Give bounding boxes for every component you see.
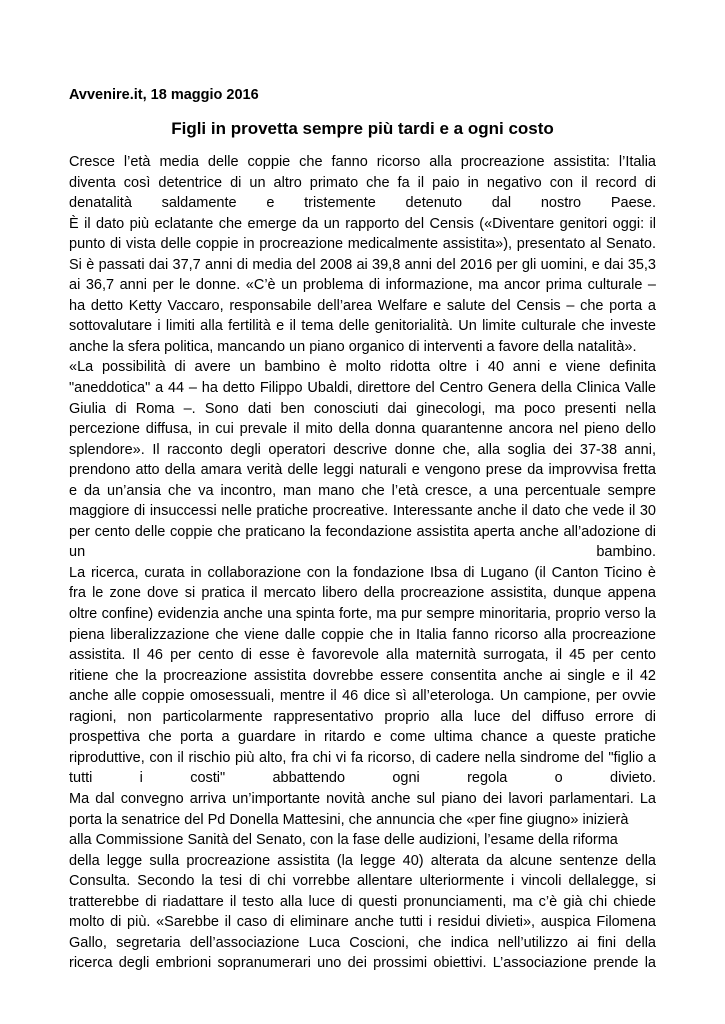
body-text-line: denatalità saldamente e tristemente detenuto dal nostro Paese. (69, 195, 656, 212)
body-text-line: prendono atto della amara verità delle leggi naturali e vengono prese da improvvisa fretta (69, 462, 656, 479)
body-text-line: «La possibilità di avere un bambino è molto ridotta oltre i 40 anni e viene definita (69, 359, 656, 376)
body-text-line: sottovalutare i limiti alla fertilità e il tema delle genitorialità. Un limite culturale che investe (69, 318, 656, 335)
body-text-line: ricerca degli embrioni sopranumerari uno dei prossimi obiettivi. L’associazione prende la (69, 955, 656, 972)
body-text-line: splendore». Il racconto degli operatori descrive donne che, alla soglia dei 37-38 anni, (69, 441, 656, 458)
body-text-line: per cento delle coppie che praticano la fecondazione assistita aperta anche all’adozione di (69, 523, 656, 540)
body-text-line: prospettiva che porta a guardare in ritardo e come ultima chance a queste pratiche (69, 729, 656, 746)
body-text-line: È il dato più eclatante che emerge da un rapporto del Censis («Diventare genitori oggi: il (69, 215, 656, 232)
body-text-line: maggiore di insuccessi nelle pratiche procreative. Interessante anche il dato che vede il 30 (69, 503, 656, 520)
body-text-line: anche la sfera politica, mancando un piano organico di interventi a favore della natalità». (69, 338, 637, 355)
body-text-line: ha detto Ketty Vaccaro, responsabile dell’area Welfare e salute del Censis – che porta a (69, 297, 656, 314)
body-text-line: della legge sulla procreazione assistita (la legge 40) alterata da alcune sentenze della (69, 852, 656, 869)
body-text-line: Ma dal convegno arriva un’importante novità anche sul piano dei lavori parlamentari. La (69, 790, 656, 807)
body-text-line: porta la senatrice del Pd Donella Mattesini, che annuncia che «per fine giugno» inizierà (69, 811, 629, 828)
body-text-line: e da un’ansia che va incontro, man mano che l’età cresce, a una percentuale sempre (69, 482, 656, 499)
body-text-line: Giulia di Roma –. Sono dati ben conosciuti dai ginecologi, ma poco presenti nella (69, 400, 656, 417)
article-title: Figli in provetta sempre più tardi e a ogni costo (171, 119, 554, 138)
article-source: Avvenire.it, 18 maggio 2016 (69, 87, 259, 103)
body-text-line: diventa così detentrice di un altro primato che fa il paio in negativo con il record di (69, 174, 656, 191)
body-text-line: ritiene che la procreazione assistita dovrebbe essere consentita anche ai single e il 42 (69, 667, 656, 684)
body-text-line: La ricerca, curata in collaborazione con la fondazione Ibsa di Lugano (il Canton Ticino è (69, 564, 656, 581)
body-text-line: fra le zone dove si pratica il mercato libero della procreazione assistita, dunque appena (69, 585, 656, 602)
body-text-line: Consulta. Secondo la tesi di chi vorrebbe allentare ulteriormente i vincoli dellalegge, si (69, 873, 656, 890)
article-body (69, 152, 656, 974)
body-text-line: Si è passati dai 37,7 anni di media del 2008 ai 39,8 anni del 2016 per gli uomini, e dai 35,3 (69, 256, 656, 273)
body-text-line: assistita. Il 46 per cento di esse è favorevole alla maternità surrogata, il 45 per cento (69, 647, 656, 664)
body-text-line: un bambino. (69, 544, 656, 561)
body-text-line: piena liberalizzazione che viene dalle coppie che in Italia fanno ricorso alla procreazione (69, 626, 656, 643)
body-text-line: Cresce l’età media delle coppie che fanno ricorso alla procreazione assistita: l’Italia (69, 154, 656, 170)
body-text-line: ragioni, non particolarmente rappresentativo proprio alla luce del diffuso errore di (69, 708, 656, 725)
body-text-line: tutti i costi" abbattendo ogni regola o divieto. (69, 770, 656, 787)
body-text-line: alla Commissione Sanità del Senato, con la fase delle audizioni, l’esame della riforma (69, 832, 618, 849)
body-text-line: molto di più. «Sarebbe il caso di eliminare anche tutti i residui divieti», auspica Filomena (69, 914, 656, 931)
body-text-line: anche alle coppie omosessuali, mentre il 46 dice sì all’eterologa. Un campione, per ovvie (69, 688, 656, 705)
body-text-line: oltre confine) evidenzia anche una spinta forte, ma pur sempre minoritaria, proprio verso la (69, 606, 656, 623)
body-text-line: ai 36,7 anni per le donne. «C’è un problema di informazione, ma ancor prima culturale – (69, 277, 656, 294)
body-text-line: Gallo, segretaria dell’associazione Luca Coscioni, che indica nell’utilizzo ai fini della (69, 934, 656, 951)
body-text-line: punto di vista delle coppie in procreazione medicalmente assistita»), presentato al Senato. (69, 236, 656, 253)
body-text-line: tratterebbe di riadattare il testo alla luce di questi pronunciamenti, ma c’è già chi chiede (69, 893, 656, 910)
body-text-line: "aneddotica" a 44 – ha detto Filippo Ubaldi, direttore del Centro Genera della Clinica Valle (69, 380, 656, 397)
body-text-line: riproduttive, con il rischio più alto, fra chi vi fa ricorso, di cadere nella sindrome del "figlio a (69, 749, 656, 766)
body-text-line: percezione diffusa, in cui prevale il mito della donna quarantenne ancora nel pieno dello (69, 421, 656, 438)
